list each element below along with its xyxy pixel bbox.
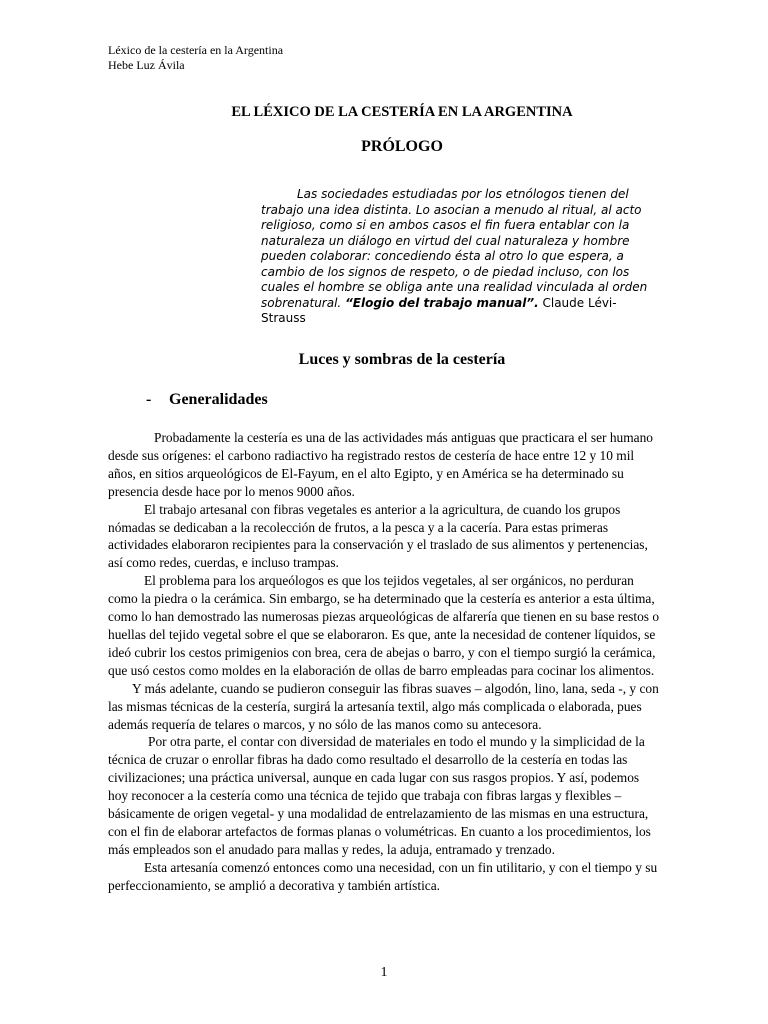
document-title: EL LÉXICO DE LA CESTERÍA EN LA ARGENTINA: [231, 104, 573, 120]
prologue-heading: PRÓLOGO: [361, 138, 443, 155]
subsection-bullet: -: [146, 391, 152, 408]
paragraph: Esta artesanía comenzó entonces como una necesidad, con un fin utilitario, y con el tiempo y su perfeccionamiento, se amplió a decorativa y también artística.: [108, 859, 658, 893]
epigraph-author: Claude Lévi-Strauss: [261, 295, 617, 325]
paragraph: El problema para los arqueólogos es que los tejidos vegetales, al ser orgánicos, no perduran como la piedra o la cerámica. Sin embargo, se ha determinado que la cestería es anterior a esta última, como lo han demostrado las numerosas piezas arqueológicas de alfarería que tienen en su base restos o huellas del tejido vegetal sobre el que se elaboraron. Es que, ante la necesidad de contener líquidos, se ideó cubrir los cestos primigenios con brea, cera de abejas o barro, y con el tiempo surgió la cerámica, que usó cestos como moldes en la elaboración de ollas de barro empleadas para cocinar los alimentos.: [108, 573, 660, 678]
paragraph: El trabajo artesanal con fibras vegetales es anterior a la agricultura, de cuando los grupos nómadas se dedicaban a la recolección de frutos, a la pesca y a la cacería. Para estas primeras actividades elaboraron recipientes para la conservación y el traslado de sus alimentos y pertenencias, así como redes, cuerdas, e incluso trampas.: [108, 501, 648, 571]
section-title: Luces y sombras de la cestería: [298, 351, 506, 368]
epigraph: [261, 187, 661, 327]
header-author: Hebe Luz Ávila: [108, 58, 185, 72]
subsection-title: Generalidades: [169, 391, 268, 408]
body-text: [108, 429, 661, 895]
epigraph-quote: Las sociedades estudiadas por los etnólogos tienen del trabajo una idea distinta. Lo asocian a menudo al ritual, al acto religioso, como si en ambos casos el fin fuera entablar con la naturaleza un diálogo en virtud del cual naturaleza y hombre pueden colaborar: concediendo ésta al otro lo que espera, a cambio de los signos de respeto, o de piedad incluso, con los cuales el hombre se obliga ante una realidad vinculada al orden sobrenatural.: [261, 187, 648, 310]
paragraph: Y más adelante, cuando se pudieron conseguir las fibras suaves – algodón, lino, lana, seda -, y con las mismas técnicas de la cestería, surgirá la artesanía textil, algo más complicada o elaborada, pues además requería de telares o marcos, y no sólo de las manos como su antecesora.: [108, 680, 659, 732]
running-header: [108, 43, 283, 73]
subsection-heading: [146, 390, 268, 410]
header-title: Léxico de la cestería en la Argentina: [108, 43, 284, 57]
paragraph: Por otra parte, el contar con diversidad de materiales en todo el mundo y la simplicidad de la técnica de cruzar o enrollar fibras ha dado como resultado el desarrollo de la cestería en todas las civilizaciones; una práctica universal, aunque en cada lugar con sus rasgos propios. Y así, podemos hoy reconocer a la cestería como una técnica de tejido que trabaja con fibras largas y flexibles –básicamente de origen vegetal- y una modalidad de entrelazamiento de las mismas en una estructura, con el fin de elaborar artefactos de formas planas o volumétricas. En cuanto a los procedimientos, los más empleados son el anudado para mallas y redes, la aduja, entramado y trenzado.: [108, 734, 651, 857]
paragraph: Probadamente la cestería es una de las actividades más antiguas que practicara el ser humano desde sus orígenes: el carbono radiactivo ha registrado restos de cestería de hace entre 12 y 10 mil años, en sitios arqueológicos de El-Fayum, en el alto Egipto, y en América se ha determinado su presencia desde hace por lo menos 9000 años.: [108, 430, 653, 499]
epigraph-source-title: “Elogio del trabajo manual”.: [345, 295, 539, 310]
page-number: 1: [380, 965, 388, 980]
